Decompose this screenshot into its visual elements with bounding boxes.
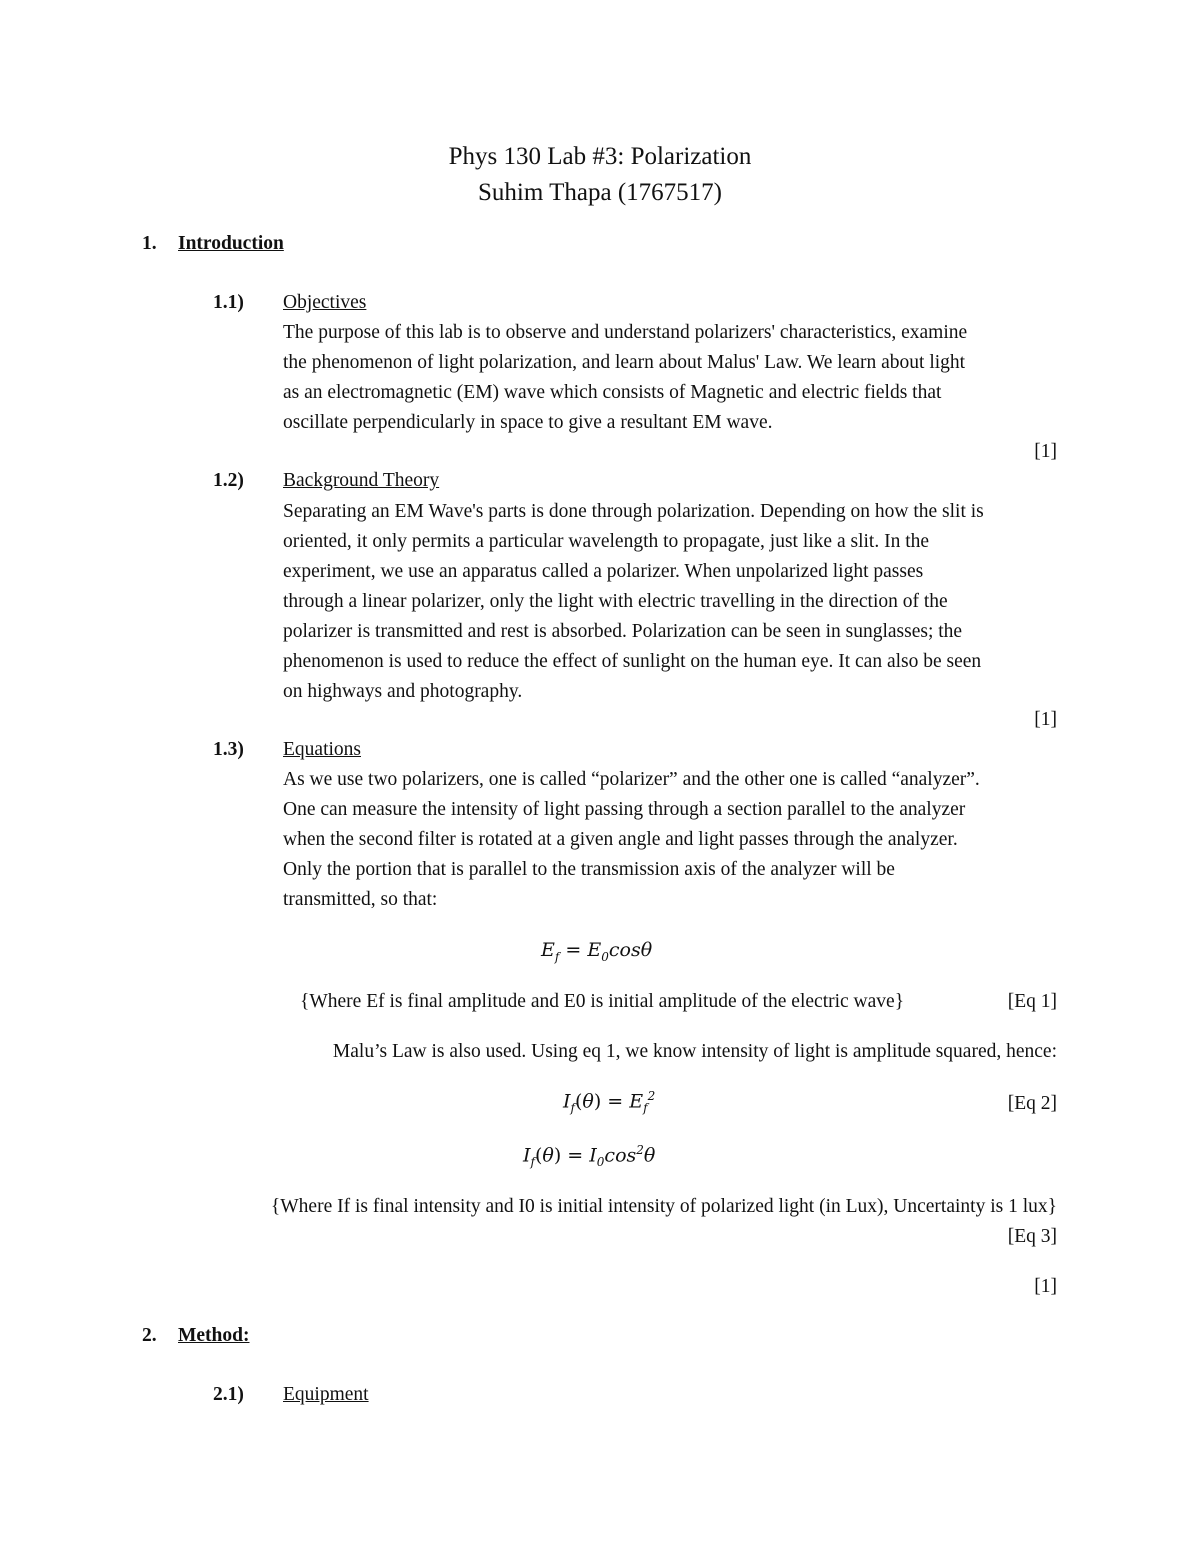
paragraph-line: when the second filter is rotated at a given angle and light passes through the analyzer. bbox=[283, 829, 958, 850]
objectives-paragraph bbox=[283, 318, 1073, 438]
paragraph-line: Only the portion that is parallel to the transmission axis of the analyzer will be bbox=[283, 859, 895, 880]
section-2-number: 2. bbox=[142, 1325, 157, 1346]
subsection-2-1-heading: Equipment bbox=[283, 1384, 369, 1405]
paragraph-line: through a linear polarizer, only the light with electric travelling in the direction of the bbox=[283, 591, 948, 612]
equation-1-label: [Eq 1] bbox=[1007, 991, 1057, 1012]
equations-paragraph bbox=[283, 765, 1073, 915]
equation-3: $I_f(\theta) = I_0\cos^2\theta$ bbox=[523, 1143, 656, 1170]
paragraph-line: Separating an EM Wave's parts is done through polarization. Depending on how the slit is bbox=[283, 501, 984, 522]
subsection-1-1-heading: Objectives bbox=[283, 292, 367, 313]
section-1-number: 1. bbox=[142, 233, 157, 254]
paragraph-line: experiment, we use an apparatus called a polarizer. When unpolarized light passes bbox=[283, 561, 924, 582]
equation-2-label: [Eq 2] bbox=[1007, 1093, 1057, 1114]
paragraph-line: One can measure the intensity of light passing through a section parallel to the analyzer bbox=[283, 799, 966, 820]
paragraph-line: the phenomenon of light polarization, and learn about Malus' Law. We learn about light bbox=[283, 352, 966, 373]
equation-1-note: {Where Ef is final amplitude and E0 is initial amplitude of the electric wave} bbox=[300, 991, 905, 1012]
paragraph-line: oriented, it only permits a particular wavelength to propagate, just like a slit. In the bbox=[283, 531, 930, 552]
citation-ref: [1] bbox=[1034, 709, 1057, 730]
paragraph-line: as an electromagnetic (EM) wave which consists of Magnetic and electric fields that bbox=[283, 382, 942, 403]
paragraph-line: The purpose of this lab is to observe and understand polarizers' characteristics, examine bbox=[283, 322, 968, 343]
paragraph-line: polarizer is transmitted and rest is absorbed. Polarization can be seen in sunglasses; the bbox=[283, 621, 963, 642]
background-paragraph bbox=[283, 497, 1073, 707]
equation-2: $I_f(\theta) = E_f^2$ bbox=[563, 1089, 656, 1116]
citation-ref: [1] bbox=[1034, 1276, 1057, 1297]
paragraph-line: transmitted, so that: bbox=[283, 889, 438, 910]
equation-1: $E_f = E_0\cos\theta$ bbox=[541, 939, 653, 964]
equation-3-label: [Eq 3] bbox=[1007, 1226, 1057, 1247]
equation-3-note: {Where If is final intensity and I0 is initial intensity of polarized light (in Lux), Uncertainty is 1 lux} bbox=[270, 1196, 1057, 1217]
subsection-1-2-number: 1.2) bbox=[213, 470, 244, 491]
subsection-1-2-heading: Background Theory bbox=[283, 470, 440, 491]
paragraph-line: phenomenon is used to reduce the effect of sunlight on the human eye. It can also be seen bbox=[283, 651, 982, 672]
paragraph-line: on highways and photography. bbox=[283, 681, 523, 702]
subsection-1-1-number: 1.1) bbox=[213, 292, 244, 313]
subsection-1-3-number: 1.3) bbox=[213, 739, 244, 760]
malus-law-line: Malu’s Law is also used. Using eq 1, we know intensity of light is amplitude squared, hence: bbox=[332, 1041, 1057, 1062]
paragraph-line: oscillate perpendicularly in space to give a resultant EM wave. bbox=[283, 412, 773, 433]
document-title: Phys 130 Lab #3: Polarization bbox=[448, 143, 752, 170]
section-2-heading: Method: bbox=[178, 1325, 250, 1346]
section-1-heading: Introduction bbox=[178, 233, 284, 254]
paragraph-line: As we use two polarizers, one is called “polarizer” and the other one is called “analyzer”. bbox=[283, 769, 980, 790]
document-author: Suhim Thapa (1767517) bbox=[478, 179, 722, 206]
subsection-2-1-number: 2.1) bbox=[213, 1384, 244, 1405]
subsection-1-3-heading: Equations bbox=[283, 739, 361, 760]
citation-ref: [1] bbox=[1034, 441, 1057, 462]
